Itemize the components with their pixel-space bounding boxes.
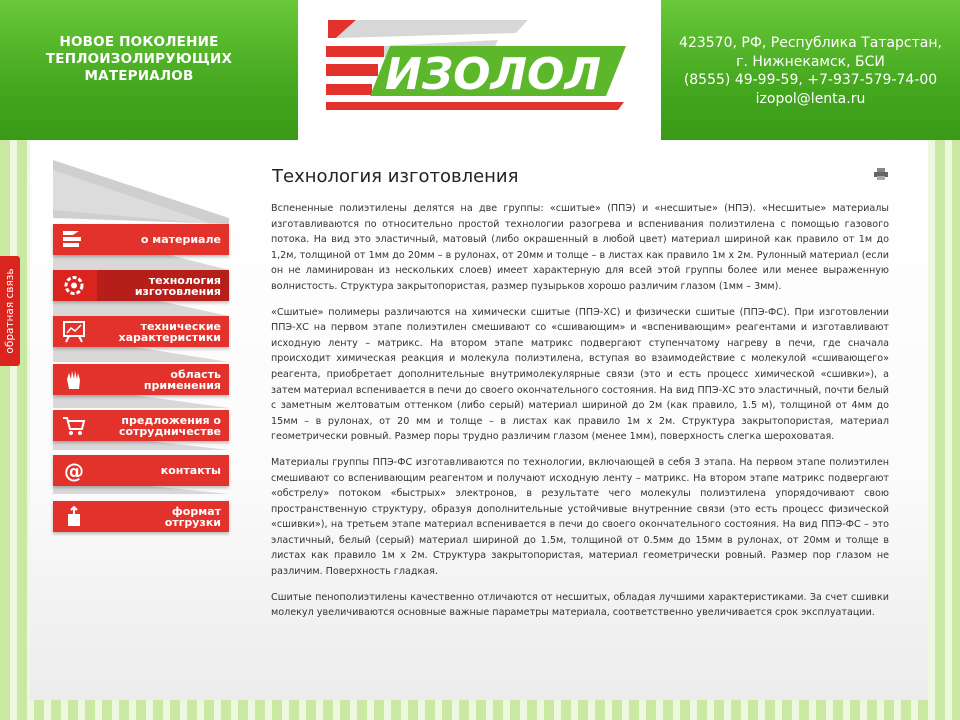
- tagline: НОВОЕ ПОКОЛЕНИЕ ТЕПЛОИЗОЛИРУЮЩИХ МАТЕРИАЛОВ: [45, 34, 233, 84]
- article-paragraph: Материалы группы ППЭ-ФС изготавливаются по технологии, включающей в себя 3 этапа. На первом этапе полиэтилен смешивают со вспенивающим реагентом и получают исходную ленту – матрикс. На втором этапе матрикс подвергают «обстрелу» потоком «быстрых» электронов, в результате чего молекулы полиэтилена упорядочивают свою пространственную структуру, образуя дополнительные устойчивые внутренние связи (это есть процесс физической «сшивки»), на третьем этапе материал вспенивается в печи до своего окончательного состояния. На вид ППЭ-ФС – это эластичный, белый (серый) материал шириной до 1.5м, толщиной от 0.5мм до 15мм в рулонах, от 20мм и толще в листах как правило 1м х 2м. Структура закрытопористая, материал геометрически ровный. Размер пор глазом не различим. Поверхность гладкая.: [271, 456, 889, 578]
- article-paragraph: Сшитые пенополиэтилены качественно отличаются от несшитых, обладая лучшими характеристиками. За счет сшивки молекул увеличиваются основные важные параметры материала, соответственно увеличивается срок эксплуатации.: [271, 591, 889, 619]
- article: [271, 160, 889, 631]
- phone-numbers: (8555) 49-99-59, +7-937-579-74-00: [683, 72, 938, 88]
- nav-item-shipping[interactable]: формат отгрузки: [53, 501, 229, 532]
- article-paragraph: Вспененные полиэтилены делятся на две группы: «сшитые» (ППЭ) и «несшитые» (НПЭ). «Несшитые» материалы изготавливаются по относительно простой технологии разогрева и вспенивания полиэтилена с помощью газового потока. На вид это эластичный, матовый (либо окрашенный в любой цвет) материал шириной как правило от 1м до 1,2м, толщиной от 1мм до 20мм – в рулонах, от 20мм и толще – в листах как правило 1м х 2м. Рулонный материал (если он не ламинирован из нескольких слоев) имеет характерную для всей этой группы более или менее выраженную волнистость. Структура закрытопористая, размер пузырьков хорошо различим глазом (1мм – 3мм).: [271, 203, 889, 292]
- header-tagline-block: [0, 0, 298, 140]
- article-paragraph: «Сшитые» полимеры различаются на химически сшитые (ППЭ-ХС) и физически сшитые (ППЭ-ФС). При изготовлении ППЭ-ХС на первом этапе полиэтилен смешивают со «сшивающим» и «вспенивающим» реагентами и изготавливают исходную ленту – матрикс. На втором этапе матрикс подвергают ступенчатому нагреву в печи, где сначала происходит химическая реакция и молекула полиэтилена, вступая во взаимодействие с молекулой «сшивающего» реагента, приобретает дополнительные внутримолекулярные связи (это и есть процесс химической «сшивки»), а затем материал вспенивается в печи до своего окончательного состояния. На вид ППЭ-ХС это эластичный, почти белый с заметным желтоватым оттенком (либо серый) материал шириной до 2м (как правило, 1.5 м), толщиной от 4мм до 15мм – в рулонах, от 20 мм и толще – в листах как правило 1м х 2м. Структура закрытопористая, материал геометрически ровный. Размер поры трудно различим глазом (менее 1мм), поверхность слегка шероховатая.: [271, 306, 889, 443]
- nav-item-cooperation[interactable]: предложения о сотрудничестве: [53, 410, 229, 441]
- svg-text:@: @: [64, 459, 84, 483]
- feedback-tab[interactable]: обратная связь: [0, 256, 20, 366]
- logo[interactable]: [298, 0, 661, 140]
- nav-item-tech-specs[interactable]: технические характеристики: [53, 316, 229, 347]
- logo-graphic: [298, 0, 661, 140]
- nav-item-technology[interactable]: технология изготовления: [53, 270, 229, 301]
- header-contacts-block: [661, 0, 960, 140]
- chart-board-icon: [59, 319, 89, 344]
- contacts: 423570, РФ, Республика Татарстан, г. Нижнекамск, БСИ (8555) 49-99-59, +7-937-579-74-00 izopol@lenta.ru: [661, 34, 960, 108]
- package-icon: [59, 504, 89, 529]
- email-link[interactable]: izopol@lenta.ru: [755, 90, 866, 107]
- nav-item-application[interactable]: область применения: [53, 364, 229, 395]
- nav-item-contacts[interactable]: @ контакты: [53, 455, 229, 486]
- page-title: Технология изготовления: [272, 166, 519, 187]
- at-icon: [59, 458, 89, 483]
- logo-text: ИЗОЛОЛ: [385, 49, 601, 100]
- cart-icon: [59, 413, 89, 438]
- gear-icon: [59, 273, 89, 298]
- nav-item-about-material[interactable]: о материале: [53, 224, 229, 255]
- hand-icon: [59, 367, 89, 392]
- layers-icon: [59, 227, 89, 252]
